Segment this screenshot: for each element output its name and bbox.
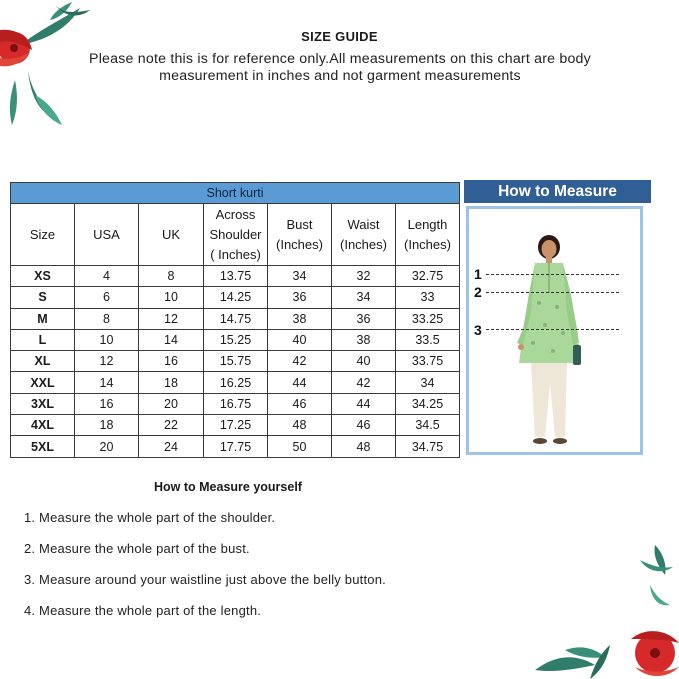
header-line: Waist — [347, 216, 380, 232]
cell-bust: 42 — [268, 351, 332, 372]
cell-usa: 12 — [75, 351, 139, 372]
cell-uk: 16 — [139, 351, 204, 372]
cell-length: 34.75 — [396, 436, 460, 457]
column-header-usa: USA — [75, 204, 139, 266]
cell-usa: 20 — [75, 436, 139, 457]
instruction-item: 4. Measure the whole part of the length. — [24, 603, 262, 618]
page-title: SIZE GUIDE — [301, 29, 378, 44]
cell-uk: 12 — [139, 308, 204, 329]
table-row — [11, 329, 460, 350]
size-rows — [11, 266, 460, 458]
cell-waist: 40 — [332, 351, 396, 372]
cell-length: 33.25 — [396, 308, 460, 329]
cell-size: M — [11, 308, 75, 329]
how-to-measure-panel — [466, 206, 643, 455]
cell-waist: 46 — [332, 415, 396, 436]
cell-size: 4XL — [11, 415, 75, 436]
cell-shoulder: 14.75 — [204, 308, 268, 329]
cell-shoulder: 16.25 — [204, 372, 268, 393]
cell-usa: 18 — [75, 415, 139, 436]
cell-shoulder: 13.75 — [204, 266, 268, 287]
cell-length: 33.75 — [396, 351, 460, 372]
cell-usa: 6 — [75, 287, 139, 308]
cell-waist: 44 — [332, 393, 396, 414]
marker-2: 2 — [474, 284, 482, 300]
cell-usa: 4 — [75, 266, 139, 287]
marker-3: 3 — [474, 322, 482, 338]
bust-guide-line — [486, 292, 619, 293]
cell-usa: 10 — [75, 329, 139, 350]
cell-bust: 40 — [268, 329, 332, 350]
cell-length: 32.75 — [396, 266, 460, 287]
cell-length: 34 — [396, 372, 460, 393]
cell-uk: 10 — [139, 287, 204, 308]
cell-usa: 16 — [75, 393, 139, 414]
table-caption: Short kurti — [11, 183, 460, 204]
cell-shoulder: 16.75 — [204, 393, 268, 414]
column-header-length — [396, 204, 460, 266]
flower-icon — [631, 631, 679, 676]
table-row — [11, 393, 460, 414]
column-header-shoulder — [204, 204, 268, 266]
cell-usa: 14 — [75, 372, 139, 393]
header-line: Across — [215, 206, 256, 222]
instruction-item: 3. Measure around your waistline just above the belly button. — [24, 572, 386, 587]
cell-bust: 50 — [268, 436, 332, 457]
header-line: (Inches) — [340, 236, 387, 252]
cell-uk: 14 — [139, 329, 204, 350]
header-line: Bust — [286, 216, 313, 232]
table-row — [11, 266, 460, 287]
table-row — [11, 287, 460, 308]
header-line: Length — [407, 216, 448, 232]
column-header-bust — [268, 204, 332, 266]
reference-note — [60, 51, 620, 85]
column-header-uk: UK — [139, 204, 204, 266]
cell-size: XXL — [11, 372, 75, 393]
cell-waist: 48 — [332, 436, 396, 457]
cell-bust: 34 — [268, 266, 332, 287]
floral-decoration-bottom-right — [535, 535, 679, 679]
header-line: (Inches) — [404, 236, 451, 252]
cell-size: 5XL — [11, 436, 75, 457]
model-figure — [513, 233, 585, 453]
cell-size: XL — [11, 351, 75, 372]
instruction-item: 1. Measure the whole part of the shoulder. — [24, 510, 276, 525]
cell-uk: 24 — [139, 436, 204, 457]
note-line-2: measurement in inches and not garment measurements — [159, 68, 521, 84]
table-row — [11, 436, 460, 457]
cell-waist: 38 — [332, 329, 396, 350]
header-line: (Inches) — [276, 236, 323, 252]
table-row — [11, 415, 460, 436]
cell-uk: 20 — [139, 393, 204, 414]
header-line: Shoulder — [209, 226, 262, 242]
cell-shoulder: 17.25 — [204, 415, 268, 436]
shoulder-guide-line — [486, 274, 619, 275]
cell-size: XS — [11, 266, 75, 287]
marker-1: 1 — [474, 266, 482, 282]
column-header-size: Size — [11, 204, 75, 266]
cell-length: 33.5 — [396, 329, 460, 350]
column-header-waist — [332, 204, 396, 266]
cell-waist: 32 — [332, 266, 396, 287]
table-row — [11, 372, 460, 393]
how-to-measure-title: How to Measure — [464, 180, 651, 203]
cell-shoulder: 15.75 — [204, 351, 268, 372]
cell-uk: 18 — [139, 372, 204, 393]
cell-bust: 38 — [268, 308, 332, 329]
cell-length: 33 — [396, 287, 460, 308]
cell-size: S — [11, 287, 75, 308]
cell-waist: 42 — [332, 372, 396, 393]
cell-bust: 48 — [268, 415, 332, 436]
waist-guide-line — [486, 329, 619, 330]
cell-shoulder: 15.25 — [204, 329, 268, 350]
table-row — [11, 308, 460, 329]
size-chart-table — [10, 182, 460, 458]
cell-uk: 22 — [139, 415, 204, 436]
cell-bust: 46 — [268, 393, 332, 414]
cell-uk: 8 — [139, 266, 204, 287]
header-line: ( Inches) — [210, 246, 261, 262]
instruction-item: 2. Measure the whole part of the bust. — [24, 541, 250, 556]
cell-waist: 36 — [332, 308, 396, 329]
cell-usa: 8 — [75, 308, 139, 329]
cell-waist: 34 — [332, 287, 396, 308]
cell-shoulder: 14.25 — [204, 287, 268, 308]
cell-shoulder: 17.75 — [204, 436, 268, 457]
note-line-1: Please note this is for reference only.All measurements on this chart are body — [89, 51, 591, 67]
cell-length: 34.25 — [396, 393, 460, 414]
cell-length: 34.5 — [396, 415, 460, 436]
instructions-title: How to Measure yourself — [154, 480, 302, 494]
cell-size: 3XL — [11, 393, 75, 414]
cell-bust: 44 — [268, 372, 332, 393]
table-row — [11, 351, 460, 372]
cell-bust: 36 — [268, 287, 332, 308]
cell-size: L — [11, 329, 75, 350]
